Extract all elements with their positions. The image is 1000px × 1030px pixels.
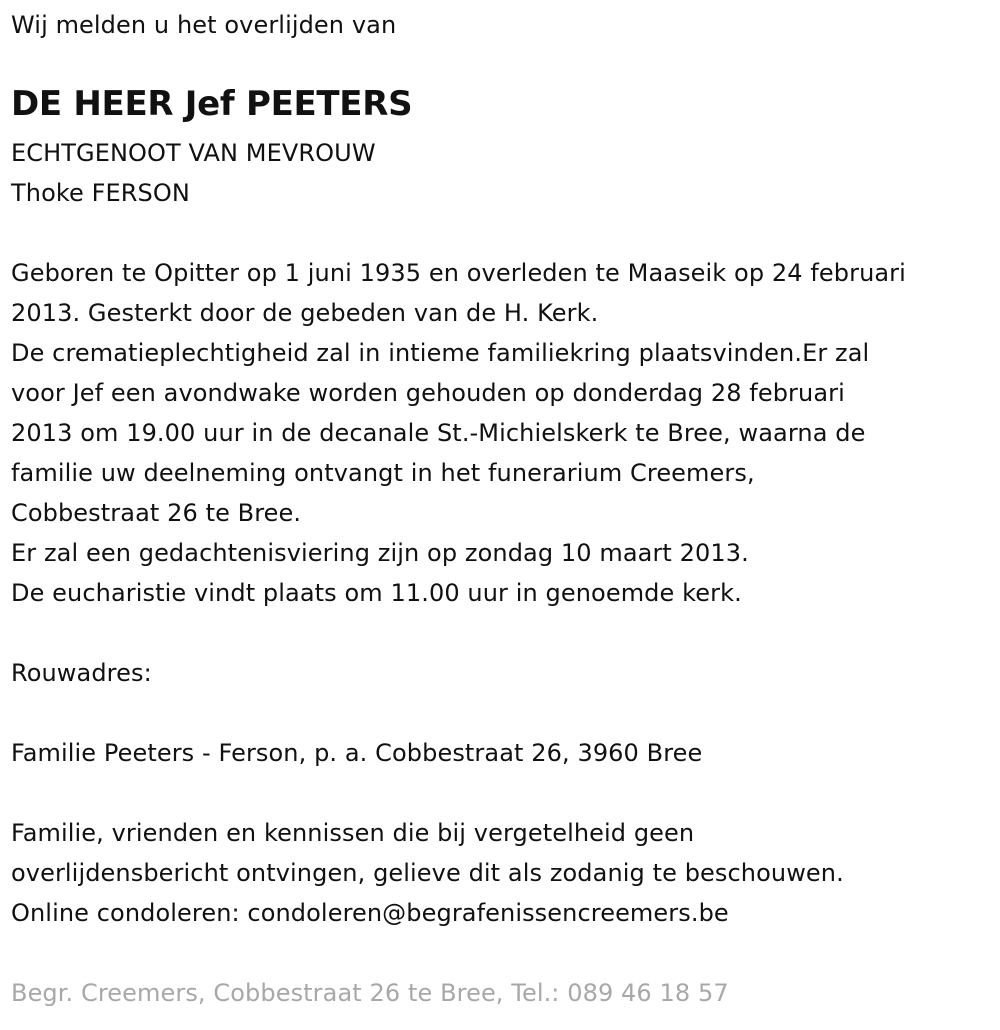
body-line: Cobbestraat 26 te Bree. — [11, 499, 302, 527]
body-line: 2013. Gesterkt door de gebeden van de H. Kerk. — [11, 299, 599, 327]
closing-line: overlijdensbericht ontvingen, gelieve dit als zodanig te beschouwen. — [11, 859, 844, 887]
spouse-name: Thoke FERSON — [11, 179, 190, 207]
body-line: Er zal een gedachtenisviering zijn op zondag 10 maart 2013. — [11, 539, 749, 567]
intro-text: Wij melden u het overlijden van — [11, 11, 397, 39]
body-line: familie uw deelneming ontvangt in het funerarium Creemers, — [11, 459, 755, 487]
deceased-name: DE HEER Jef PEETERS — [11, 84, 413, 124]
spouse-label: ECHTGENOOT VAN MEVROUW — [11, 139, 376, 167]
condolence-email-link[interactable]: condoleren@begrafenissencreemers.be — [247, 899, 729, 927]
body-line: De eucharistie vindt plaats om 11.00 uur in genoemde kerk. — [11, 579, 742, 607]
funeral-home-footer: Begr. Creemers, Cobbestraat 26 te Bree, Tel.: 089 46 18 57 — [11, 979, 729, 1007]
body-line: 2013 om 19.00 uur in de decanale St.-Michielskerk te Bree, waarna de — [11, 419, 866, 447]
body-line: De crematieplechtigheid zal in intieme familiekring plaatsvinden.Er zal — [11, 339, 870, 367]
body-line: voor Jef een avondwake worden gehouden op donderdag 28 februari — [11, 379, 845, 407]
closing-line: Familie, vrienden en kennissen die bij vergetelheid geen — [11, 819, 695, 847]
condolence-label: Online condoleren: — [11, 899, 248, 927]
condolence-line — [11, 893, 729, 933]
rouwadres-address: Familie Peeters - Ferson, p. a. Cobbestraat 26, 3960 Bree — [11, 739, 703, 767]
body-line: Geboren te Opitter op 1 juni 1935 en overleden te Maaseik op 24 februari — [11, 259, 906, 287]
rouwadres-label: Rouwadres: — [11, 659, 152, 687]
